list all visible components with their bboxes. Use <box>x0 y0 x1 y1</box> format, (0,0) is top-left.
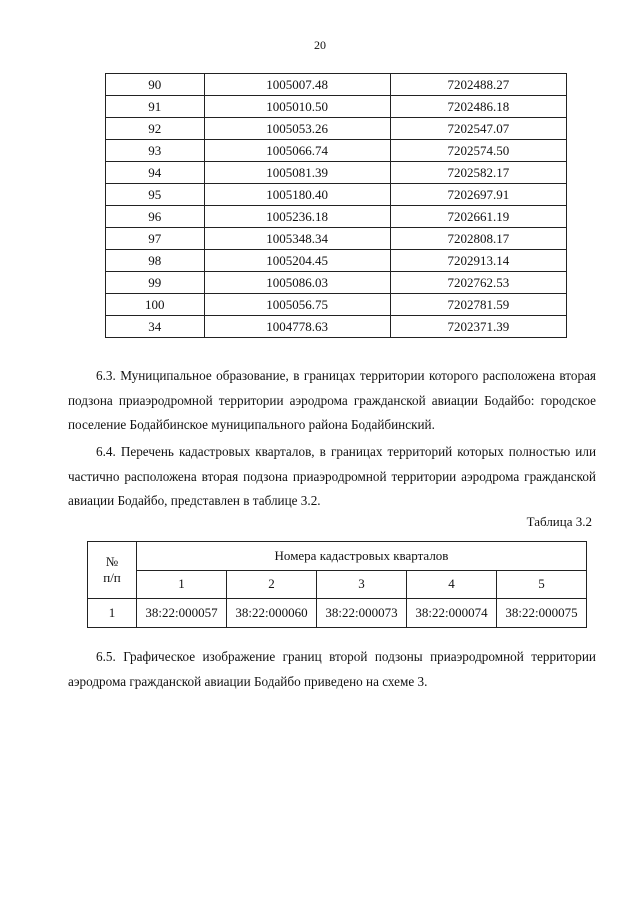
y-coordinate-cell: 7202582.17 <box>390 162 566 184</box>
column-number-cell: 1 <box>137 570 227 599</box>
cadastral-number-cell: 38:22:000074 <box>407 599 497 628</box>
point-number-cell: 96 <box>106 206 205 228</box>
table-row <box>106 316 567 338</box>
paragraph-6-3-text: 6.3. Муниципальное образование, в границах территории которого расположена вторая подзона приаэродромной территории аэродрома гражданской авиации Бодайбо: городское поселение Бодайбинское муниципального района Бодайбинский. <box>68 368 596 432</box>
row-number-cell: 1 <box>88 599 137 628</box>
table-row <box>106 140 567 162</box>
paragraph-6-5 <box>68 645 596 694</box>
table-row <box>106 184 567 206</box>
page-number: 20 <box>314 38 326 52</box>
paragraph-6-4-text: 6.4. Перечень кадастровых кварталов, в границах территорий которых полностью или частично расположена вторая подзона приаэродромной территории аэродрома гражданской авиации Бодайбо, представлен в таблице 3.2. <box>68 444 596 508</box>
column-number-cell: 5 <box>497 570 587 599</box>
table-row <box>106 118 567 140</box>
y-coordinate-cell: 7202547.07 <box>390 118 566 140</box>
table-row <box>106 250 567 272</box>
point-number-cell: 92 <box>106 118 205 140</box>
point-number-cell: 95 <box>106 184 205 206</box>
y-coordinate-cell: 7202371.39 <box>390 316 566 338</box>
x-coordinate-cell: 1005180.40 <box>204 184 390 206</box>
header-number: № п/п <box>88 542 137 599</box>
x-coordinate-cell: 1005007.48 <box>204 74 390 96</box>
table-row <box>106 228 567 250</box>
column-number-cell: 2 <box>227 570 317 599</box>
cadastral-quarters-table <box>87 541 587 628</box>
point-number-cell: 93 <box>106 140 205 162</box>
paragraph-6-4 <box>68 440 596 514</box>
y-coordinate-cell: 7202488.27 <box>390 74 566 96</box>
table-caption: Таблица 3.2 <box>526 514 592 529</box>
column-number-cell: 4 <box>407 570 497 599</box>
x-coordinate-cell: 1005066.74 <box>204 140 390 162</box>
y-coordinate-cell: 7202697.91 <box>390 184 566 206</box>
y-coordinate-cell: 7202781.59 <box>390 294 566 316</box>
point-number-cell: 97 <box>106 228 205 250</box>
y-coordinate-cell: 7202913.14 <box>390 250 566 272</box>
point-number-cell: 99 <box>106 272 205 294</box>
point-number-cell: 100 <box>106 294 205 316</box>
table-row <box>106 272 567 294</box>
point-number-cell: 34 <box>106 316 205 338</box>
x-coordinate-cell: 1005053.26 <box>204 118 390 140</box>
point-number-cell: 90 <box>106 74 205 96</box>
header-cadastral-numbers: Номера кадастровых кварталов <box>137 542 587 571</box>
table-row <box>88 599 587 628</box>
point-number-cell: 91 <box>106 96 205 118</box>
cadastral-number-cell: 38:22:000060 <box>227 599 317 628</box>
coordinates-table <box>105 73 567 338</box>
x-coordinate-cell: 1005086.03 <box>204 272 390 294</box>
table-row <box>106 74 567 96</box>
cadastral-number-cell: 38:22:000073 <box>317 599 407 628</box>
table-row <box>106 206 567 228</box>
x-coordinate-cell: 1005010.50 <box>204 96 390 118</box>
y-coordinate-cell: 7202486.18 <box>390 96 566 118</box>
x-coordinate-cell: 1005056.75 <box>204 294 390 316</box>
y-coordinate-cell: 7202661.19 <box>390 206 566 228</box>
paragraph-6-5-text: 6.5. Графическое изображение границ второй подзоны приаэродромной территории аэродрома гражданской авиации Бодайбо приведено на схеме 3. <box>68 649 596 689</box>
x-coordinate-cell: 1005081.39 <box>204 162 390 184</box>
table-row <box>106 162 567 184</box>
point-number-cell: 98 <box>106 250 205 272</box>
y-coordinate-cell: 7202808.17 <box>390 228 566 250</box>
table-row <box>106 294 567 316</box>
x-coordinate-cell: 1005348.34 <box>204 228 390 250</box>
cadastral-number-cell: 38:22:000075 <box>497 599 587 628</box>
cadastral-number-cell: 38:22:000057 <box>137 599 227 628</box>
paragraph-6-3 <box>68 364 596 438</box>
x-coordinate-cell: 1004778.63 <box>204 316 390 338</box>
column-number-cell: 3 <box>317 570 407 599</box>
x-coordinate-cell: 1005204.45 <box>204 250 390 272</box>
y-coordinate-cell: 7202574.50 <box>390 140 566 162</box>
x-coordinate-cell: 1005236.18 <box>204 206 390 228</box>
point-number-cell: 94 <box>106 162 205 184</box>
y-coordinate-cell: 7202762.53 <box>390 272 566 294</box>
table-row <box>106 96 567 118</box>
